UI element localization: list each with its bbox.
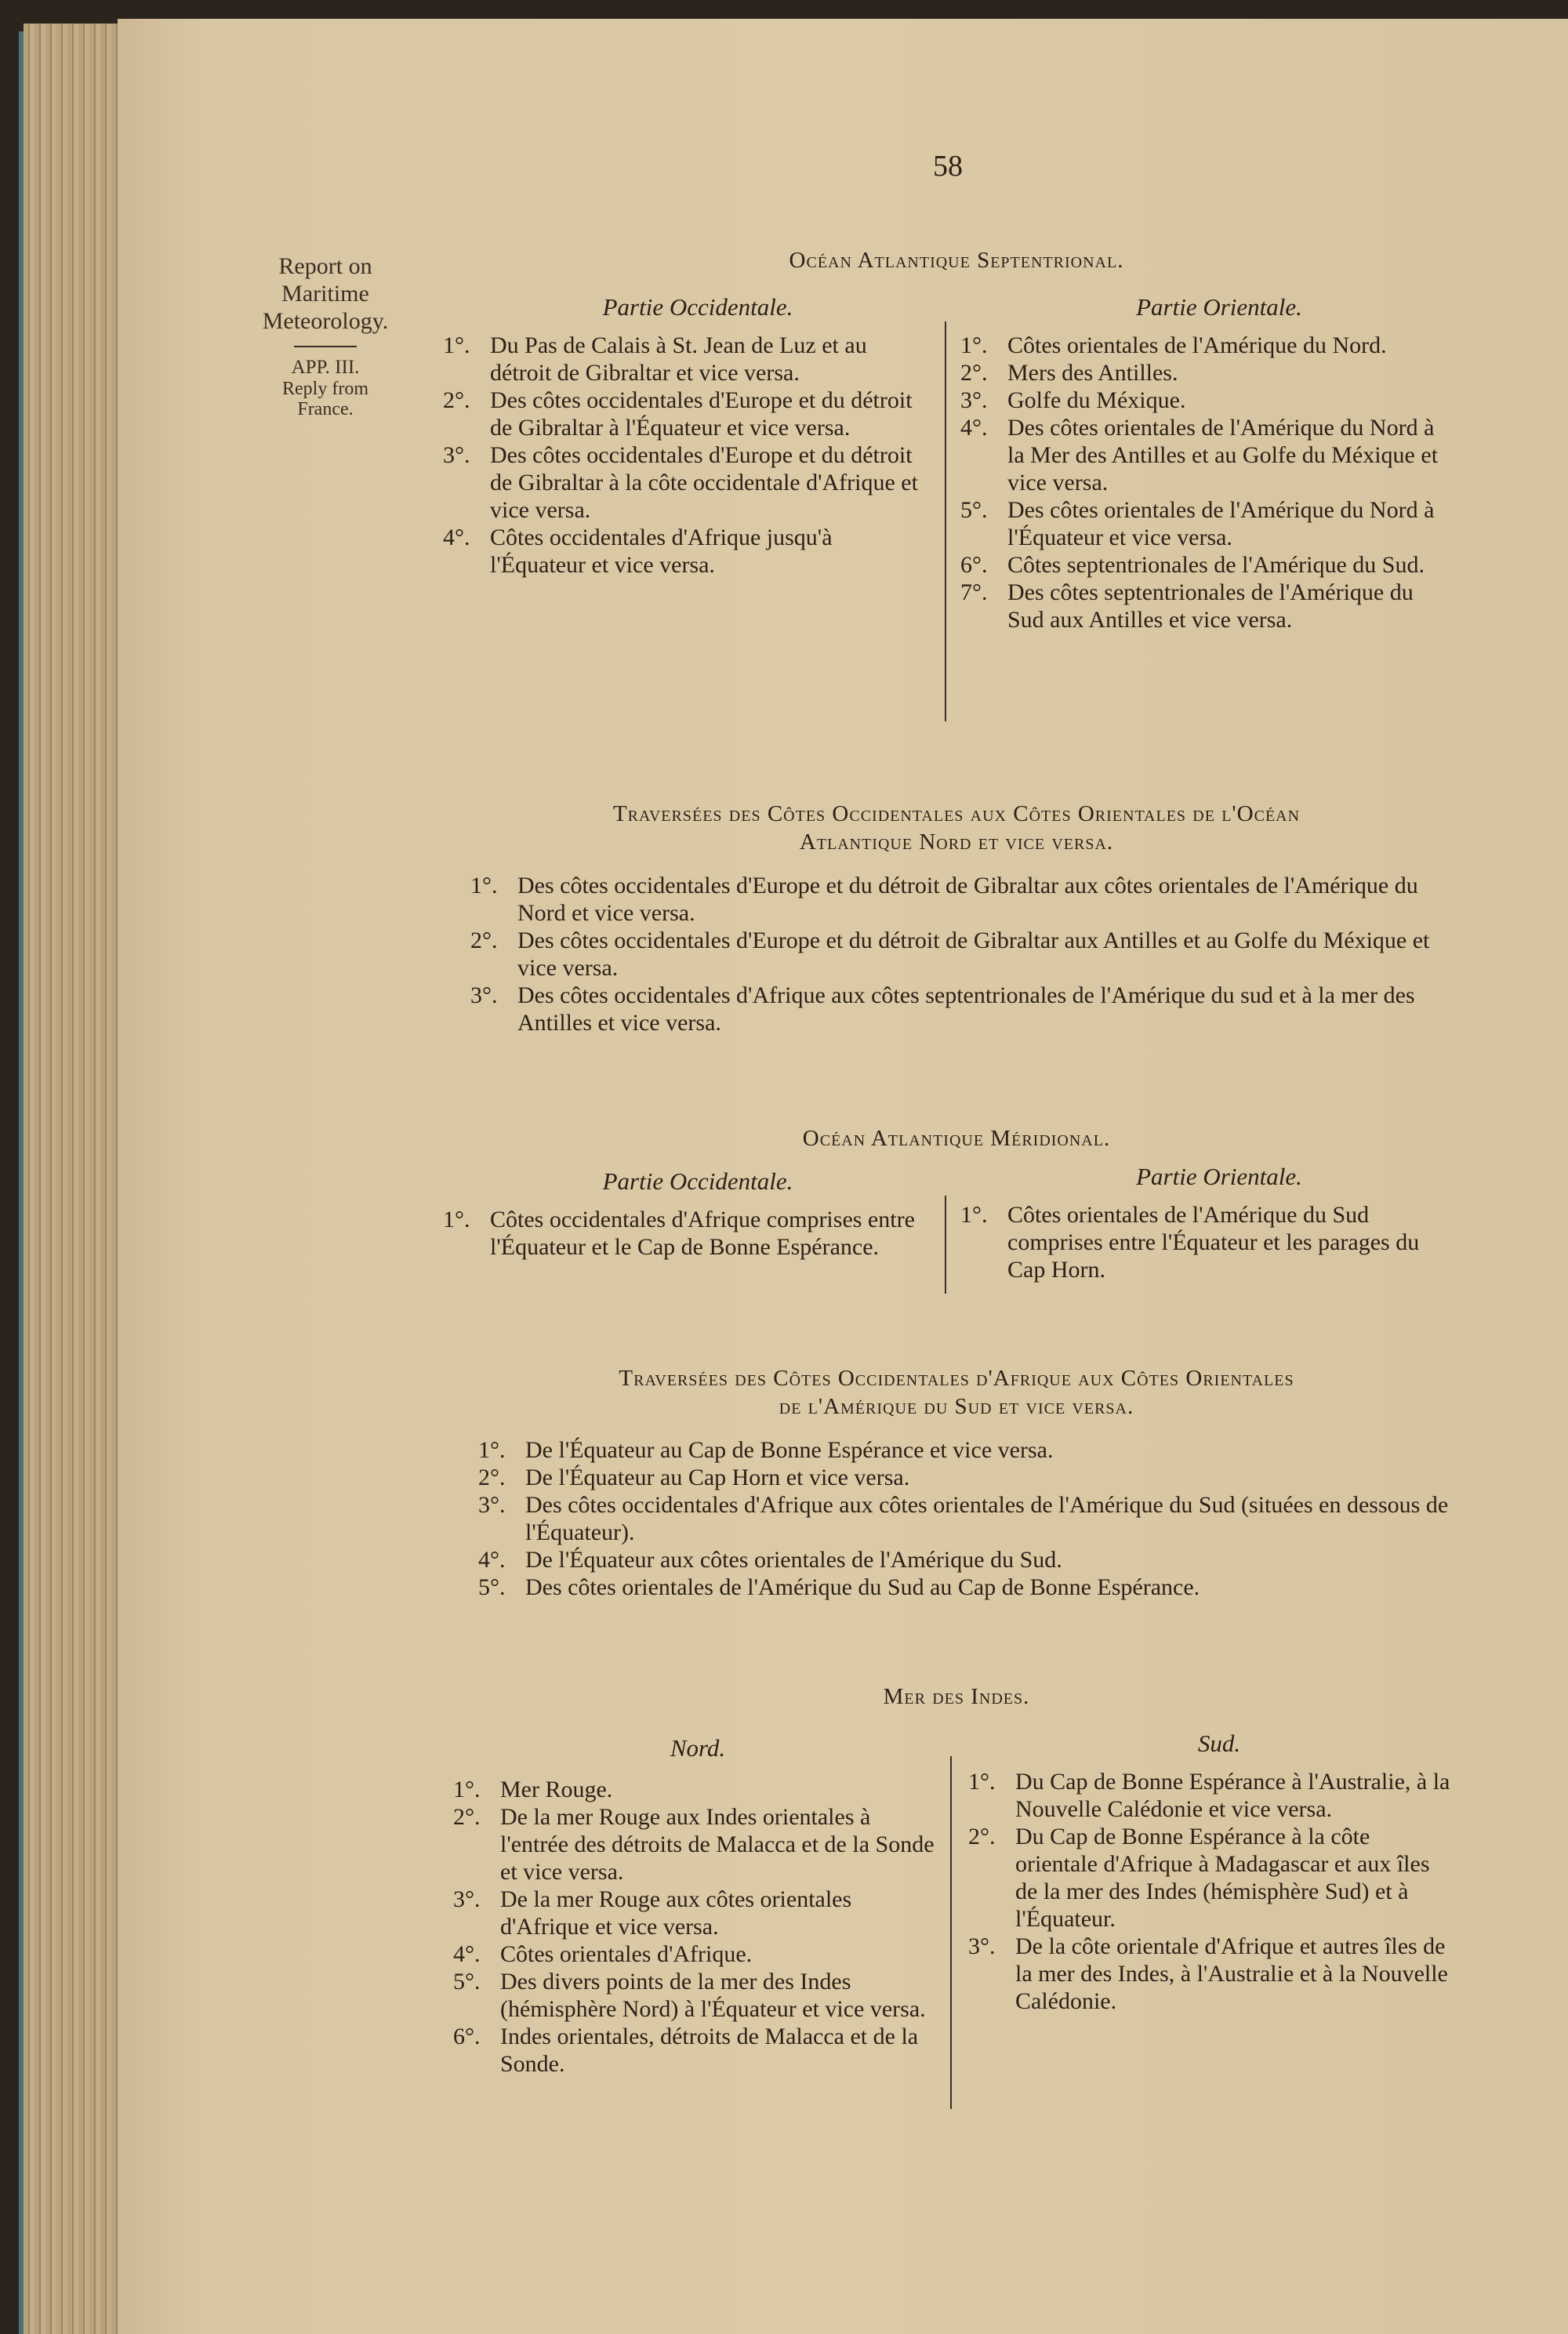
list-item: 5°. Des côtes orientales de l'Amérique du Nord à l'Équateur et vice versa. xyxy=(960,497,1435,550)
column-divider xyxy=(945,321,946,721)
list-east xyxy=(960,1201,1446,1283)
list-item: 1°. Côtes orientales de l'Amérique du Nord. xyxy=(960,332,1387,358)
section-title-indian-ocean: Mer des Indes. xyxy=(883,1684,1030,1709)
list-item: 1°. Du Pas de Calais à St. Jean de Luz et au détroit de Gibraltar et vice versa. xyxy=(443,332,867,386)
list-item: 3°. Des côtes occidentales d'Afrique aux côtes septentrionales de l'Amérique du sud et à la mer des Antilles et vice versa. xyxy=(470,982,1415,1036)
list-item: 4°. De l'Équateur aux côtes orientales de l'Amérique du Sud. xyxy=(478,1547,1062,1573)
column-divider xyxy=(950,1756,952,2109)
list-item: 3°. Golfe du Méxique. xyxy=(960,387,1186,413)
section-title-south-crossings: Traversées des Côtes Occidentales d'Afrique aux Côtes Orientales de l'Amérique du Sud et vice versa. xyxy=(619,1366,1294,1419)
list-item: 4°. Côtes orientales d'Afrique. xyxy=(453,1941,753,1967)
margin-note-line: Maritime xyxy=(281,281,369,307)
margin-note-reply: Reply from xyxy=(282,379,368,399)
list-item: 1°. Des côtes occidentales d'Europe et du détroit de Gibraltar aux côtes orientales de l'Amérique du Nord et vice versa. xyxy=(470,873,1418,926)
list-item: 6°. Indes orientales, détroits de Malacca et de la Sonde. xyxy=(453,2024,919,2077)
list-item: 3°. Des côtes occidentales d'Europe et du détroit de Gibraltar à la côte occidentale d'Afrique et vice versa. xyxy=(443,442,918,523)
margin-note xyxy=(243,252,408,419)
page-number: 58 xyxy=(933,150,963,183)
list-item: 2°. De l'Équateur au Cap Horn et vice versa. xyxy=(478,1465,910,1490)
subtitle-west: Partie Occidentale. xyxy=(602,293,793,321)
page-stack-edge xyxy=(24,24,133,2334)
margin-note-appendix: APP. III. xyxy=(291,357,360,378)
list-south-crossings xyxy=(478,1436,1458,1601)
list-west xyxy=(443,1206,929,1261)
margin-note-line: Meteorology. xyxy=(262,308,389,334)
list-item: 1°. Côtes occidentales d'Afrique comprises entre l'Équateur et le Cap de Bonne Espérance. xyxy=(443,1207,915,1260)
list-west xyxy=(443,332,929,579)
margin-note-reply: France. xyxy=(297,399,354,419)
subtitle-east: Partie Orientale. xyxy=(1136,1163,1302,1190)
section-title-south-atlantic: Océan Atlantique Méridional. xyxy=(802,1126,1111,1151)
list-item: 1°. Côtes orientales de l'Amérique du Sud comprises entre l'Équateur et les parages du Cap Horn. xyxy=(960,1202,1420,1283)
margin-note-rule xyxy=(294,346,357,347)
margin-note-line: Report on xyxy=(278,253,372,279)
subtitle-south: Sud. xyxy=(1197,1730,1241,1757)
list-item: 6°. Côtes septentrionales de l'Amérique du Sud. xyxy=(960,552,1425,578)
list-east xyxy=(960,332,1446,633)
list-north-crossings xyxy=(470,872,1450,1036)
list-item: 2°. Des côtes occidentales d'Europe et du détroit de Gibraltar aux Antilles et au Golfe du Méxique et vice versa. xyxy=(470,927,1430,981)
list-item: 2°. Mers des Antilles. xyxy=(960,360,1178,386)
list-item: 5°. Des divers points de la mer des Indes (hémisphère Nord) à l'Équateur et vice versa. xyxy=(453,1969,926,2022)
list-item: 4°. Côtes occidentales d'Afrique jusqu'à l'Équateur et vice versa. xyxy=(443,525,833,578)
list-item: 7°. Des côtes septentrionales de l'Amérique du Sud aux Antilles et vice versa. xyxy=(960,579,1414,633)
section-title-north-crossings: Traversées des Côtes Occidentales aux Côtes Orientales de l'Océan Atlantique Nord et vice versa. xyxy=(612,801,1301,855)
subtitle-north: Nord. xyxy=(670,1734,726,1762)
list-item: 3°. De la côte orientale d'Afrique et autres îles de la mer des Indes, à l'Australie et à la Nouvelle Calédonie. xyxy=(968,1933,1448,2014)
list-north xyxy=(453,1776,939,2078)
list-item: 2°. Du Cap de Bonne Espérance à la côte orientale d'Afrique à Madagascar et aux îles de la mer des Indes (hémisphère Sud) et à l'Équateur. xyxy=(968,1824,1430,1932)
section-title-north-atlantic: Océan Atlantique Septentrional. xyxy=(789,248,1124,273)
list-item: 4°. Des côtes orientales de l'Amérique du Nord à la Mer des Antilles et au Golfe du Méxique et vice versa. xyxy=(960,415,1439,495)
list-item: 2°. De la mer Rouge aux Indes orientales à l'entrée des détroits de Malacca et de la Sonde et vice versa. xyxy=(453,1804,935,1885)
list-item: 5°. Des côtes orientales de l'Amérique du Sud au Cap de Bonne Espérance. xyxy=(478,1574,1200,1600)
list-item: 3°. De la mer Rouge aux côtes orientales d'Afrique et vice versa. xyxy=(453,1886,852,1940)
list-item: 1°. Du Cap de Bonne Espérance à l'Australie, à la Nouvelle Calédonie et vice versa. xyxy=(968,1769,1450,1822)
subtitle-east: Partie Orientale. xyxy=(1136,293,1302,321)
list-item: 3°. Des côtes occidentales d'Afrique aux côtes orientales de l'Amérique du Sud (situées en dessous de l'Équateur). xyxy=(478,1492,1449,1545)
list-item: 1°. De l'Équateur au Cap de Bonne Espérance et vice versa. xyxy=(478,1437,1054,1463)
list-south xyxy=(968,1768,1454,2015)
list-item: 1°. Mer Rouge. xyxy=(453,1777,613,1802)
list-item: 2°. Des côtes occidentales d'Europe et du détroit de Gibraltar à l'Équateur et vice versa. xyxy=(443,387,913,441)
column-divider xyxy=(945,1196,946,1294)
subtitle-west: Partie Occidentale. xyxy=(602,1167,793,1195)
